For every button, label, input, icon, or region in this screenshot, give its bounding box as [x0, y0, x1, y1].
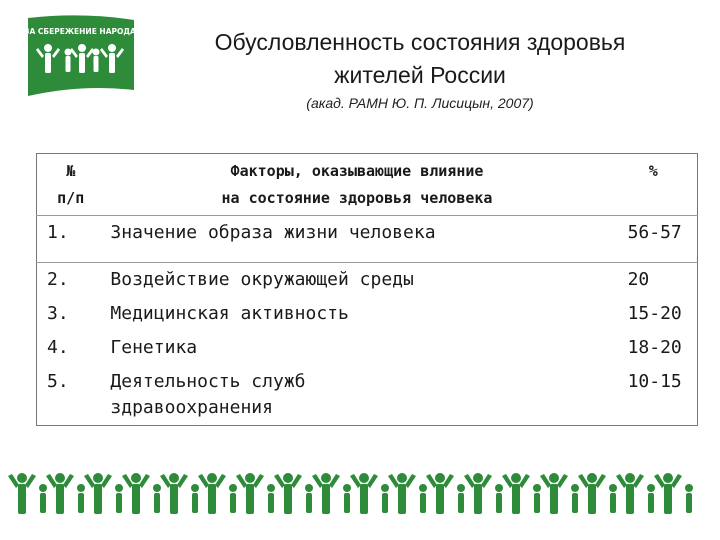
row-percent: 15-20 [627, 303, 682, 324]
ornament-figure-child [571, 484, 579, 513]
table-row [37, 365, 698, 426]
page-title [170, 26, 670, 92]
table-row [37, 263, 698, 298]
ornament-figure-child [267, 484, 275, 513]
row-percent: 18-20 [627, 337, 682, 358]
ornament-figure-adult [122, 473, 150, 514]
row-factor: Деятельность служб здравоохранения [110, 371, 306, 418]
ornament-figure-adult [578, 473, 606, 514]
table-header-row [37, 154, 698, 216]
table-row [37, 297, 698, 331]
ornament-figure-adult [540, 473, 568, 514]
ornament-figure-adult [46, 473, 74, 514]
row-factor: Медицинская активность [110, 303, 349, 324]
row-percent: 20 [610, 263, 698, 298]
row-factor: Генетика [110, 337, 198, 358]
page-subtitle: (акад. РАМН Ю. П. Лисицын, 2007) [306, 95, 534, 111]
table-row [37, 216, 698, 263]
ornament-figure-adult [388, 473, 416, 514]
row-percent: 56-57 [610, 216, 698, 263]
logo-text: ЗА СБЕРЕЖЕНИЕ НАРОДА [24, 27, 136, 36]
ornament-figure-child [77, 484, 85, 513]
ornament-figure-child [457, 484, 465, 513]
page-title-line2: жителей России [334, 62, 506, 88]
ornament-figure-adult [160, 473, 188, 514]
page-title-line1: Обусловленность состояния здоровья [214, 29, 626, 55]
people-ornament-icon [0, 462, 720, 532]
row-number: 4. [47, 337, 69, 358]
ornament-figure-child [533, 484, 541, 513]
ornament-figure-child [419, 484, 427, 513]
ornament-figure-child [685, 484, 693, 513]
ornament-figure-adult [312, 473, 340, 514]
ornament-figure-child [647, 484, 655, 513]
ornament-figure-adult [236, 473, 264, 514]
ornament-figure-child [229, 484, 237, 513]
ornament-figure-child [495, 484, 503, 513]
ornament-figure-child [609, 484, 617, 513]
ornament-figure-child [381, 484, 389, 513]
ornament-figure-child [305, 484, 313, 513]
ornament-figure-child [343, 484, 351, 513]
ornament-figure-child [153, 484, 161, 513]
people-family-icon [36, 44, 124, 73]
row-number: 2. [37, 263, 105, 298]
ornament-figure-adult [464, 473, 492, 514]
ornament-figure-adult [84, 473, 112, 514]
ornament-figure-adult [426, 473, 454, 514]
factors-table [36, 153, 698, 426]
ornament-figure-child [39, 484, 47, 513]
ornament-figure-adult [198, 473, 226, 514]
header-factor: Факторы, оказывающие влияние на состояние здоровья человека [221, 162, 493, 207]
ornament-figure-adult [654, 473, 682, 514]
row-number: 3. [47, 303, 69, 324]
ornament-figure-adult [616, 473, 644, 514]
row-factor: Значение образа жизни человека [104, 216, 609, 263]
header-percent: % [648, 162, 658, 180]
ornament-figure-adult [502, 473, 530, 514]
row-factor: Воздействие окружающей среды [104, 263, 609, 298]
row-number: 1. [37, 216, 105, 263]
ornament-figure-child [191, 484, 199, 513]
row-number: 5. [47, 371, 69, 392]
ornament-figure-adult [274, 473, 302, 514]
ornament-figure-adult [8, 473, 36, 514]
logo [22, 14, 140, 100]
ornament-figure-child [115, 484, 123, 513]
header-number: № п/п [57, 162, 85, 207]
row-percent: 10-15 [627, 371, 682, 392]
ornament-figure-adult [350, 473, 378, 514]
table-row [37, 331, 698, 365]
